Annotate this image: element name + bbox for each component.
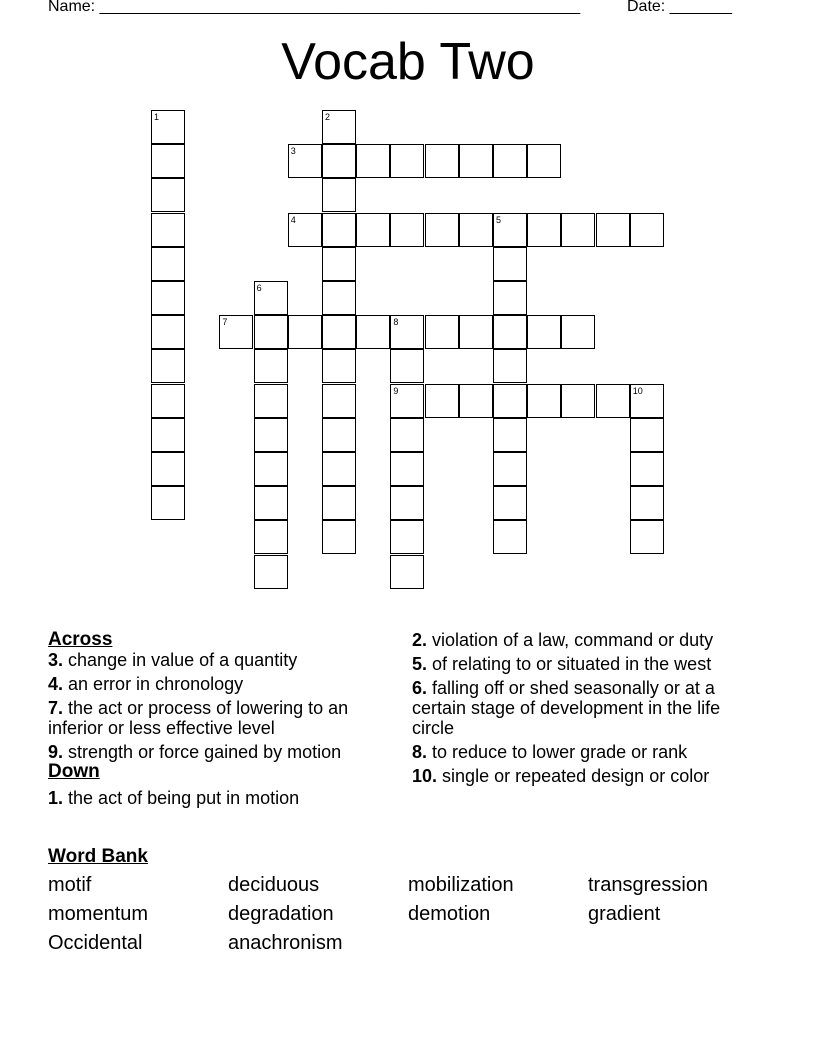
across-heading: Across (48, 629, 113, 650)
clue-number: 9. (48, 742, 64, 762)
grid-cell[interactable] (151, 144, 185, 178)
grid-cell[interactable] (425, 384, 459, 418)
grid-cell[interactable] (425, 213, 459, 247)
grid-cell[interactable] (425, 315, 459, 349)
grid-cell[interactable] (219, 315, 253, 349)
grid-cell[interactable] (390, 144, 424, 178)
word-bank-item: demotion (408, 903, 491, 925)
grid-cell[interactable] (151, 110, 185, 144)
grid-cell[interactable] (151, 349, 185, 383)
clue-number: 5. (412, 654, 428, 674)
grid-cell[interactable] (254, 315, 288, 349)
grid-cell[interactable] (390, 213, 424, 247)
name-field[interactable]: Name: ______________________________________________________ (48, 0, 581, 15)
grid-cell[interactable] (390, 555, 424, 589)
grid-cell[interactable] (561, 315, 595, 349)
grid-cell[interactable] (630, 486, 664, 520)
clue-down-6 (412, 678, 762, 738)
clue-number: 6. (412, 678, 428, 698)
grid-cell[interactable] (425, 144, 459, 178)
grid-cell[interactable] (390, 418, 424, 452)
grid-cell[interactable] (288, 144, 322, 178)
clue-down-1 (48, 788, 378, 808)
word-bank-item: degradation (228, 903, 334, 925)
grid-cell[interactable] (322, 349, 356, 383)
grid-cell[interactable] (322, 384, 356, 418)
grid-cell[interactable] (322, 418, 356, 452)
grid-cell[interactable] (254, 452, 288, 486)
grid-cell[interactable] (322, 281, 356, 315)
grid-cell[interactable] (630, 520, 664, 554)
clue-number: 8. (412, 742, 428, 762)
cell-number: 9 (393, 385, 399, 396)
clue-text: of relating to or situated in the west (432, 654, 712, 674)
clue-number: 10. (412, 766, 438, 786)
clues-left-column (48, 630, 378, 812)
grid-cell[interactable] (527, 315, 561, 349)
clue-text: single or repeated design or color (442, 766, 710, 786)
grid-cell[interactable] (630, 418, 664, 452)
grid-cell[interactable] (630, 213, 664, 247)
grid-cell[interactable] (356, 144, 390, 178)
cell-number: 7 (222, 317, 228, 328)
word-bank-item: Occidental (48, 932, 143, 954)
grid-cell[interactable] (493, 247, 527, 281)
word-bank-heading: Word Bank (48, 846, 148, 867)
grid-cell[interactable] (390, 452, 424, 486)
grid-cell[interactable] (630, 384, 664, 418)
cell-number: 3 (290, 146, 296, 157)
word-bank-item: anachronism (228, 932, 343, 954)
grid-cell[interactable] (254, 555, 288, 589)
clue-across-7 (48, 698, 378, 738)
grid-cell[interactable] (561, 213, 595, 247)
word-bank-item: motif (48, 874, 92, 896)
grid-cell[interactable] (322, 520, 356, 554)
grid-cell[interactable] (151, 247, 185, 281)
word-bank-item: gradient (588, 903, 661, 925)
grid-cell[interactable] (356, 315, 390, 349)
grid-cell[interactable] (254, 384, 288, 418)
page-title: Vocab Two (281, 33, 535, 91)
grid-cell[interactable] (322, 486, 356, 520)
grid-cell[interactable] (151, 384, 185, 418)
grid-cell[interactable] (493, 520, 527, 554)
grid-cell[interactable] (459, 384, 493, 418)
word-bank-item: transgression (588, 874, 709, 896)
grid-cell[interactable] (459, 315, 493, 349)
grid-cell[interactable] (151, 452, 185, 486)
cell-number: 6 (256, 283, 262, 293)
clue-text: falling off or shed seasonally or at a certain stage of development in the life circle (412, 678, 721, 738)
grid-cell[interactable] (390, 384, 424, 418)
clue-down-5 (412, 654, 762, 674)
grid-cell[interactable] (493, 315, 527, 349)
grid-cell[interactable] (151, 418, 185, 452)
grid-cell[interactable] (254, 418, 288, 452)
clue-across-9 (48, 742, 378, 762)
down-heading: Down (48, 761, 100, 782)
grid-cell[interactable] (493, 418, 527, 452)
cell-number: 4 (290, 214, 296, 225)
clue-across-4 (48, 674, 378, 694)
clue-text: to reduce to lower grade or rank (432, 742, 688, 762)
clue-number: 4. (48, 674, 64, 694)
grid-cell[interactable] (561, 384, 595, 418)
grid-cell[interactable] (459, 213, 493, 247)
clue-number: 2. (412, 630, 428, 650)
grid-cell[interactable] (322, 110, 356, 144)
grid-cell[interactable] (151, 281, 185, 315)
clue-down-10 (412, 766, 762, 786)
clue-number: 7. (48, 698, 64, 718)
grid-cell[interactable] (254, 281, 288, 315)
grid-cell[interactable] (527, 144, 561, 178)
grid-cell[interactable] (151, 315, 185, 349)
grid-cell[interactable] (493, 213, 527, 247)
grid-cell[interactable] (390, 486, 424, 520)
grid-cell[interactable] (288, 213, 322, 247)
grid-cell[interactable] (493, 486, 527, 520)
grid-cell[interactable] (322, 452, 356, 486)
word-bank-item: deciduous (228, 874, 320, 896)
cell-number: 8 (393, 317, 399, 328)
cell-number: 10 (632, 385, 643, 396)
grid-cell[interactable] (390, 315, 424, 349)
grid-cell[interactable] (493, 349, 527, 383)
clue-text: strength or force gained by motion (68, 742, 342, 762)
grid-cell[interactable] (151, 213, 185, 247)
grid-cell[interactable] (493, 281, 527, 315)
grid-cell[interactable] (493, 144, 527, 178)
grid-cell[interactable] (493, 452, 527, 486)
grid-cell[interactable] (527, 384, 561, 418)
grid-cell[interactable] (459, 144, 493, 178)
cell-number: 2 (325, 112, 331, 122)
grid-cell[interactable] (596, 213, 630, 247)
grid-cell[interactable] (322, 213, 356, 247)
grid-cell[interactable] (254, 486, 288, 520)
clue-down-8 (412, 742, 762, 762)
grid-cell[interactable] (254, 349, 288, 383)
grid-cell[interactable] (493, 384, 527, 418)
clue-text: the act or process of lowering to an inferior or less effective level (48, 698, 349, 738)
word-bank-item: momentum (48, 903, 149, 925)
date-field[interactable]: Date: _______ (627, 0, 732, 15)
cell-number: 5 (496, 214, 502, 225)
grid-cell[interactable] (151, 178, 185, 212)
word-bank-item: mobilization (408, 874, 514, 896)
grid-cell[interactable] (356, 213, 390, 247)
clue-text: violation of a law, command or duty (432, 630, 714, 650)
clue-text: the act of being put in motion (68, 788, 300, 808)
cell-number: 1 (154, 112, 160, 122)
grid-cell[interactable] (322, 315, 356, 349)
grid-cell[interactable] (288, 315, 322, 349)
clue-number: 1. (48, 788, 64, 808)
clue-text: change in value of a quantity (68, 650, 298, 670)
clue-across-3 (48, 650, 378, 670)
clue-down-2 (412, 630, 762, 650)
clue-text: an error in chronology (68, 674, 244, 694)
grid-cell[interactable] (322, 144, 356, 178)
grid-cell[interactable] (151, 486, 185, 520)
clue-number: 3. (48, 650, 64, 670)
grid-cell[interactable] (390, 349, 424, 383)
word-bank (48, 874, 768, 954)
grid-cell[interactable] (322, 178, 356, 212)
grid-cell[interactable] (322, 247, 356, 281)
grid-cell[interactable] (254, 520, 288, 554)
clues-right-column (412, 630, 762, 790)
grid-cell[interactable] (596, 384, 630, 418)
grid-cell[interactable] (630, 452, 664, 486)
grid-cell[interactable] (390, 520, 424, 554)
grid-cell[interactable] (527, 213, 561, 247)
